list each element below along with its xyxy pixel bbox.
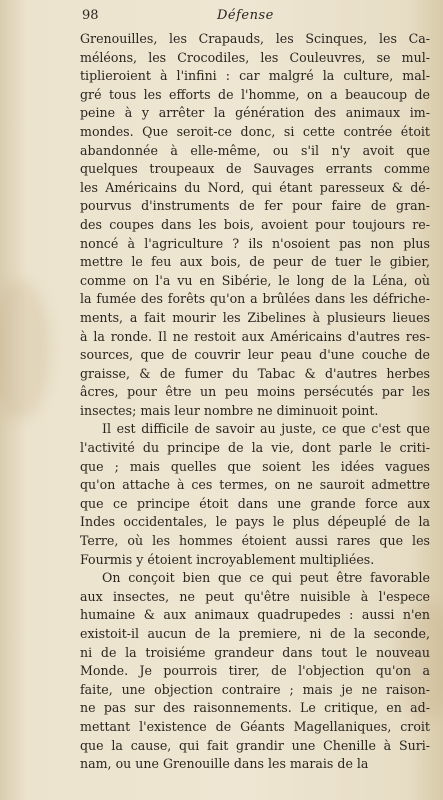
text-line: Grenouilles, les Crapauds, les Scinques, les Ca- xyxy=(80,31,430,46)
running-title: Défense xyxy=(217,8,274,23)
text-line: graisse, & de fumer du Tabac & d'autres herbes xyxy=(80,365,430,381)
text-line: que ce principe étoit dans une grande force aux xyxy=(80,495,430,511)
text-line: abandonnée à elle-même, ou s'il n'y avoit que xyxy=(80,142,430,158)
text-line: les Américains du Nord, qui étant paresseux & dé- xyxy=(80,179,430,195)
text-line: ni de la troisiéme grandeur dans tout le nouveau xyxy=(80,644,430,660)
text-line: Fourmis y étoient incroyablement multipliées. xyxy=(80,551,375,567)
text-line: noncé à l'agriculture ? ils n'osoient pas non plus xyxy=(80,235,430,251)
text-line: ne pas sur des raisonnements. Le critique, en ad- xyxy=(80,700,430,716)
text-line: mondes. Que seroit-ce donc, si cette contrée étoit xyxy=(80,123,430,139)
text-line: pourvus d'instruments de fer pour faire de gran- xyxy=(80,198,430,214)
text-line: mettre le feu aux bois, de peur de tuer le gibier, xyxy=(80,254,430,270)
text-line: insectes; mais leur nombre ne diminuoit point. xyxy=(80,402,379,418)
text-line: la fumée des forêts qu'on a brûlées dans les défriche- xyxy=(80,291,430,307)
text-line: que ; mais quelles que soient les idées vagues xyxy=(80,458,430,474)
paragraph xyxy=(80,30,430,420)
text-line: sources, que de couvrir leur peau d'une couche de xyxy=(80,347,430,363)
text-line: ments, a fait mourir les Zibelines à plusieurs lieues xyxy=(80,309,430,325)
text-line: Indes occidentales, le pays le plus dépeuplé de la xyxy=(80,514,430,530)
text-line: faite, une objection contraire ; mais je ne raison- xyxy=(80,681,430,697)
text-line: tiplieroient à l'infini : car malgré la culture, mal- xyxy=(80,68,430,84)
text-line: humaine & aux animaux quadrupedes : aussi n'en xyxy=(80,607,430,623)
text-line: Il est difficile de savoir au juste, ce que c'est que xyxy=(102,421,430,437)
text-line: gré tous les efforts de l'homme, on a beaucoup de xyxy=(80,86,430,102)
text-line: méléons, les Crocodiles, les Couleuvres, se mul- xyxy=(80,49,430,65)
text-line: peine à y arrêter la génération des animaux im- xyxy=(80,105,430,121)
page-number: 98 xyxy=(82,8,99,23)
text-line: Terre, où les hommes étoient aussi rares que les xyxy=(80,533,430,549)
page-header xyxy=(82,8,413,26)
text-line: On conçoit bien que ce qui peut être favorable xyxy=(102,570,430,586)
text-line: aux insectes, ne peut qu'être nuisible à l'espece xyxy=(80,588,430,604)
text-line: Monde. Je pourrois tirer, de l'objection qu'on a xyxy=(80,663,430,679)
text-line: existoit-il aucun de la premiere, ni de la seconde, xyxy=(80,626,430,641)
paper-stain xyxy=(0,280,50,420)
text-line: âcres, pour être un peu moins persécutés par les xyxy=(80,384,430,400)
text-line: l'activité du principe de la vie, dont parle le criti- xyxy=(80,440,430,456)
paragraph xyxy=(80,420,430,569)
text-line: à la ronde. Il ne restoit aux Américains d'autres res- xyxy=(80,328,430,344)
paragraph xyxy=(80,569,430,774)
text-line: nam, ou une Grenouille dans les marais de la xyxy=(80,756,369,772)
text-line: que la cause, qui fait grandir une Chenille à Suri- xyxy=(80,737,430,753)
text-line: des coupes dans les bois, avoient pour toujours re- xyxy=(80,216,430,232)
body-text xyxy=(80,30,430,774)
text-line: comme on l'a vu en Sibérie, le long de la Léna, où xyxy=(80,272,430,288)
text-line: qu'on attache à ces termes, on ne sauroit admettre xyxy=(80,477,430,493)
text-line: mettant l'existence de Géants Magellaniques, croit xyxy=(80,718,430,734)
text-line: quelques troupeaux de Sauvages errants comme xyxy=(80,161,430,177)
